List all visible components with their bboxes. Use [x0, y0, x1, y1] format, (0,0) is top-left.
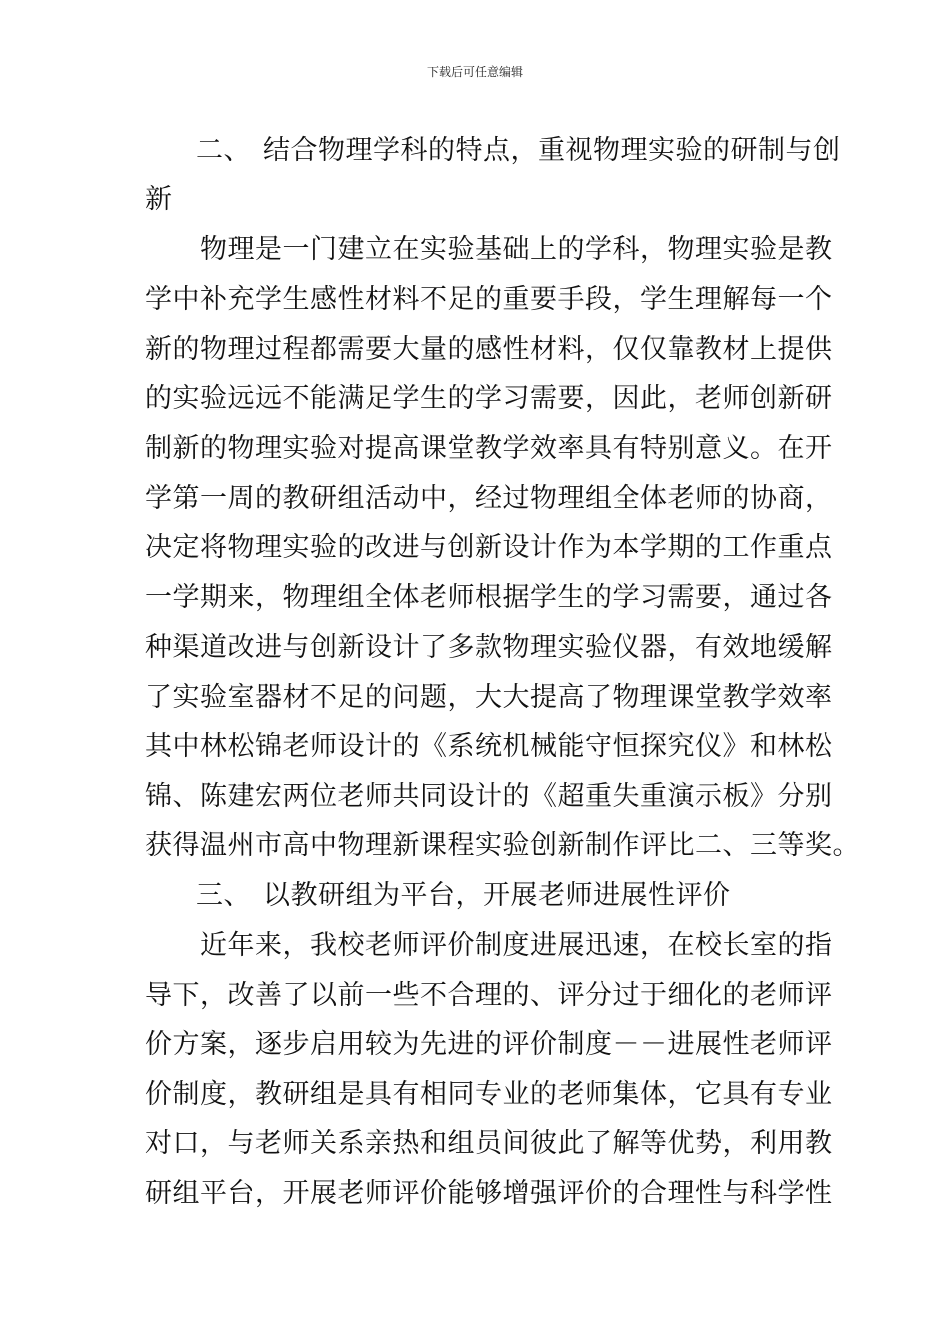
para1-line: 新的物理过程都需要大量的感性材料，仅仅靠教材上提供 [145, 334, 833, 365]
section3-title: 以教研组为平台，开展老师进展性评价 [263, 880, 731, 911]
para1-line: 锦、陈建宏两位老师共同设计的《超重失重演示板》分别 [145, 781, 833, 812]
para1-line: 其中林松锦老师设计的《系统机械能守恒探究仪》和林松 [145, 731, 833, 762]
para1-line: 制新的物理实验对提高课堂教学效率具有特别意义。在开 [145, 433, 833, 464]
para2-line: 近年来，我校老师评价制度进展迅速，在校长室的指 [200, 930, 833, 961]
para1-line: 一学期来，物理组全体老师根据学生的学习需要，通过各 [145, 582, 833, 613]
para1-line: 物理是一门建立在实验基础上的学科，物理实验是教 [200, 234, 833, 265]
para1-line: 决定将物理实验的改进与创新设计作为本学期的工作重点 [145, 532, 833, 563]
section2-number: 二、 [196, 135, 251, 166]
para2-line: 导下，改善了以前一些不合理的、评分过于细化的老师评 [145, 980, 833, 1011]
para2-line: 对口，与老师关系亲热和组员间彼此了解等优势，利用教 [145, 1128, 833, 1159]
para1-line: 获得温州市高中物理新课程实验创新制作评比二、三等奖。 [145, 830, 860, 861]
section2-title-line2: 新 [145, 184, 173, 215]
para1-line: 的实验远远不能满足学生的学习需要，因此，老师创新研 [145, 383, 833, 414]
para1-line: 学中补充学生感性材料不足的重要手段，学生理解每一个 [145, 284, 833, 315]
para1-line: 学第一周的教研组活动中，经过物理组全体老师的协商， [145, 483, 833, 514]
para2-line: 研组平台，开展老师评价能够增强评价的合理性与科学性 [145, 1178, 833, 1209]
para1-line: 种渠道改进与创新设计了多款物理实验仪器，有效地缓解 [145, 632, 833, 663]
page-header: 下载后可任意编辑 [426, 65, 523, 79]
section2-title-line1: 结合物理学科的特点，重视物理实验的研制与创 [263, 135, 841, 166]
para1-line: 了实验室器材不足的问题，大大提高了物理课堂教学效率 [145, 682, 833, 713]
para2-line: 价方案，逐步启用较为先进的评价制度－－进展性老师评 [145, 1029, 833, 1060]
para2-line: 价制度，教研组是具有相同专业的老师集体，它具有专业 [145, 1079, 833, 1110]
section3-number: 三、 [196, 880, 251, 911]
